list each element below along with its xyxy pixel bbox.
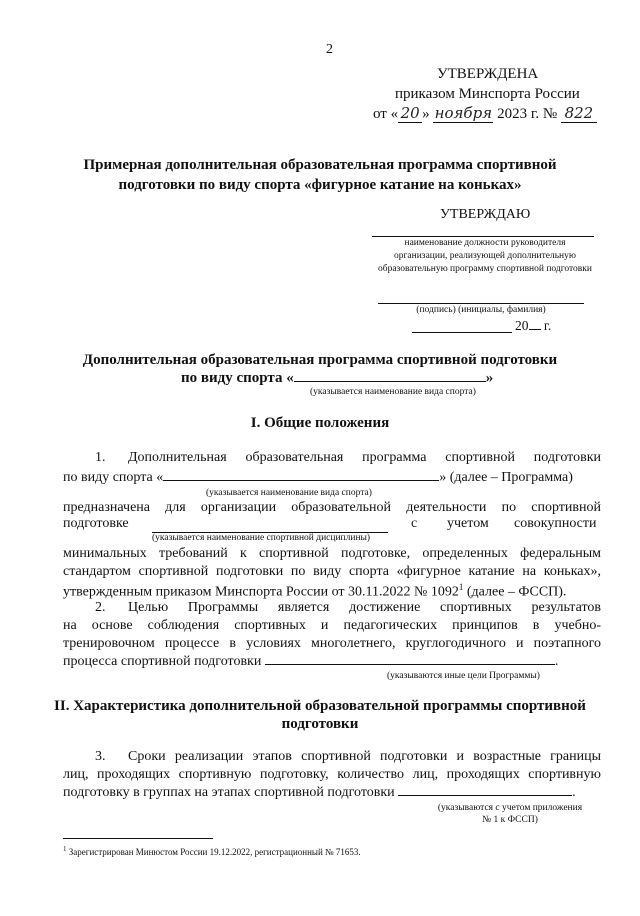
date-blank-line bbox=[412, 332, 512, 333]
year-tail: г. bbox=[543, 318, 552, 333]
section1-heading: I. Общие положения bbox=[250, 415, 390, 431]
position-caption-1: наименование должности руководителя bbox=[404, 238, 566, 248]
p2-line3: тренировочном процессе в условиях многолетнего, круглогодичного и поэтапного bbox=[63, 636, 601, 651]
p3-caption-2: № 1 к ФССП) bbox=[482, 815, 538, 825]
p3-line2: лиц, проходящих спортивную подготовку, количество лиц, проходящих спортивную bbox=[63, 767, 601, 782]
p2-caption: (указываются иные цели Программы) bbox=[387, 671, 540, 681]
p2-line1: Целью Программы является достижение спортивных результатов bbox=[128, 600, 601, 615]
p1-line2-suffix: » (далее – Программа) bbox=[439, 470, 573, 485]
p1-line4-w1: с bbox=[411, 516, 418, 531]
signature-blank-line bbox=[378, 303, 584, 304]
p1-line4-prefix: подготовке bbox=[63, 516, 129, 531]
date-prefix: от « bbox=[373, 106, 399, 122]
position-caption-3: образовательную программу спортивной подготовки bbox=[377, 264, 592, 274]
footnote-marker: 1 bbox=[63, 845, 67, 853]
footnote-ref-1[interactable]: 1 bbox=[458, 582, 464, 592]
p1-line4-w3: совокупности bbox=[514, 516, 597, 531]
handwritten-day: 20 bbox=[398, 104, 422, 123]
position-blank-line bbox=[372, 236, 594, 237]
p3-line3-suffix: . bbox=[572, 785, 576, 800]
p1-line3: предназначена для организации образовательной деятельности по спортивной bbox=[63, 500, 601, 515]
p1-caption-sport: (указывается наименование вида спорта) bbox=[206, 488, 372, 498]
program-title-line1: Дополнительная образовательная программа спортивной подготовки bbox=[82, 352, 558, 368]
approval-order-line: приказом Минспорта России bbox=[395, 86, 580, 102]
p1-line7-b: (далее – ФССП). bbox=[463, 584, 567, 600]
p3-number: 3. bbox=[95, 749, 106, 764]
section2-heading-line2: подготовки bbox=[281, 716, 359, 732]
p2-line4-prefix: процесса спортивной подготовки bbox=[63, 654, 262, 669]
footnote bbox=[63, 845, 361, 857]
program-title-prefix: по виду спорта « bbox=[181, 370, 294, 386]
page-number: 2 bbox=[326, 42, 333, 57]
p1-caption-discipline: (указывается наименование спортивной дисциплины) bbox=[152, 533, 371, 543]
sport-blank bbox=[294, 381, 486, 382]
p2-number: 2. bbox=[95, 600, 106, 615]
year-blank bbox=[529, 329, 541, 330]
footnote-text: Зарегистрирован Минюстом России 19.12.2022, регистрационный № 71653. bbox=[66, 847, 361, 857]
p3-blank bbox=[398, 795, 572, 796]
p1-line1: Дополнительная образовательная программа спортивной подготовки bbox=[128, 450, 601, 465]
p1-line7-a: утвержденным приказом Минспорта России от 30.11.2022 № 1092 bbox=[63, 584, 459, 600]
handwritten-order-number: 822 bbox=[561, 104, 597, 123]
section2-heading-line1: II. Характеристика дополнительной образовательной программы спортивной bbox=[54, 698, 586, 714]
doc-title-line1: Примерная дополнительная образовательная программа спортивной bbox=[83, 157, 557, 173]
p2-line2: на основе соблюдения спортивных и педагогических принципов в учебно- bbox=[63, 618, 601, 633]
approval-date-line bbox=[373, 104, 597, 123]
p3-caption-1: (указываются с учетом приложения bbox=[437, 803, 583, 813]
p1-line2-prefix: по виду спорта « bbox=[63, 470, 164, 485]
p3-line3-prefix: подготовку в группах на этапах спортивной подготовки bbox=[63, 785, 395, 800]
p3-line1: Сроки реализации этапов спортивной подготовки и возрастные границы bbox=[128, 749, 601, 764]
program-title-line2 bbox=[181, 370, 493, 387]
p1-sport-blank bbox=[163, 480, 439, 481]
p1-line7 bbox=[63, 582, 566, 601]
p2-line4-suffix: . bbox=[554, 654, 559, 669]
doc-title-line2: подготовки по виду спорта «фигурное катание на коньках» bbox=[118, 177, 522, 193]
p3-line3 bbox=[63, 785, 576, 801]
signature-caption: (подпись) (инициалы, фамилия) bbox=[416, 305, 546, 315]
position-caption-2: организации, реализующей дополнительную bbox=[394, 251, 576, 261]
year-suffix bbox=[515, 318, 551, 334]
p2-goals-blank bbox=[265, 664, 555, 665]
handwritten-month: ноября bbox=[434, 104, 493, 122]
program-title-caption: (указывается наименование вида спорта) bbox=[310, 387, 476, 397]
p1-line5: минимальных требований к спортивной подготовке, определенных федеральным bbox=[63, 546, 601, 561]
approval-title: УТВЕРЖДЕНА bbox=[437, 66, 539, 82]
p1-line2 bbox=[63, 470, 573, 486]
utverzhdayu-title: УТВЕРЖДАЮ bbox=[440, 207, 531, 222]
p1-line6: стандартом спортивной подготовки по виду спорта «фигурное катание на коньках», bbox=[63, 564, 601, 579]
date-quote-close: » bbox=[422, 106, 430, 122]
year-suffix-20: 20 bbox=[515, 318, 529, 333]
year-text: 2023 г. № bbox=[497, 106, 558, 122]
p2-line4 bbox=[63, 654, 558, 670]
p1-number: 1. bbox=[95, 450, 106, 465]
p1-line4-w2: учетом bbox=[447, 516, 489, 531]
program-title-suffix: » bbox=[485, 370, 494, 386]
footnote-separator bbox=[63, 838, 213, 839]
